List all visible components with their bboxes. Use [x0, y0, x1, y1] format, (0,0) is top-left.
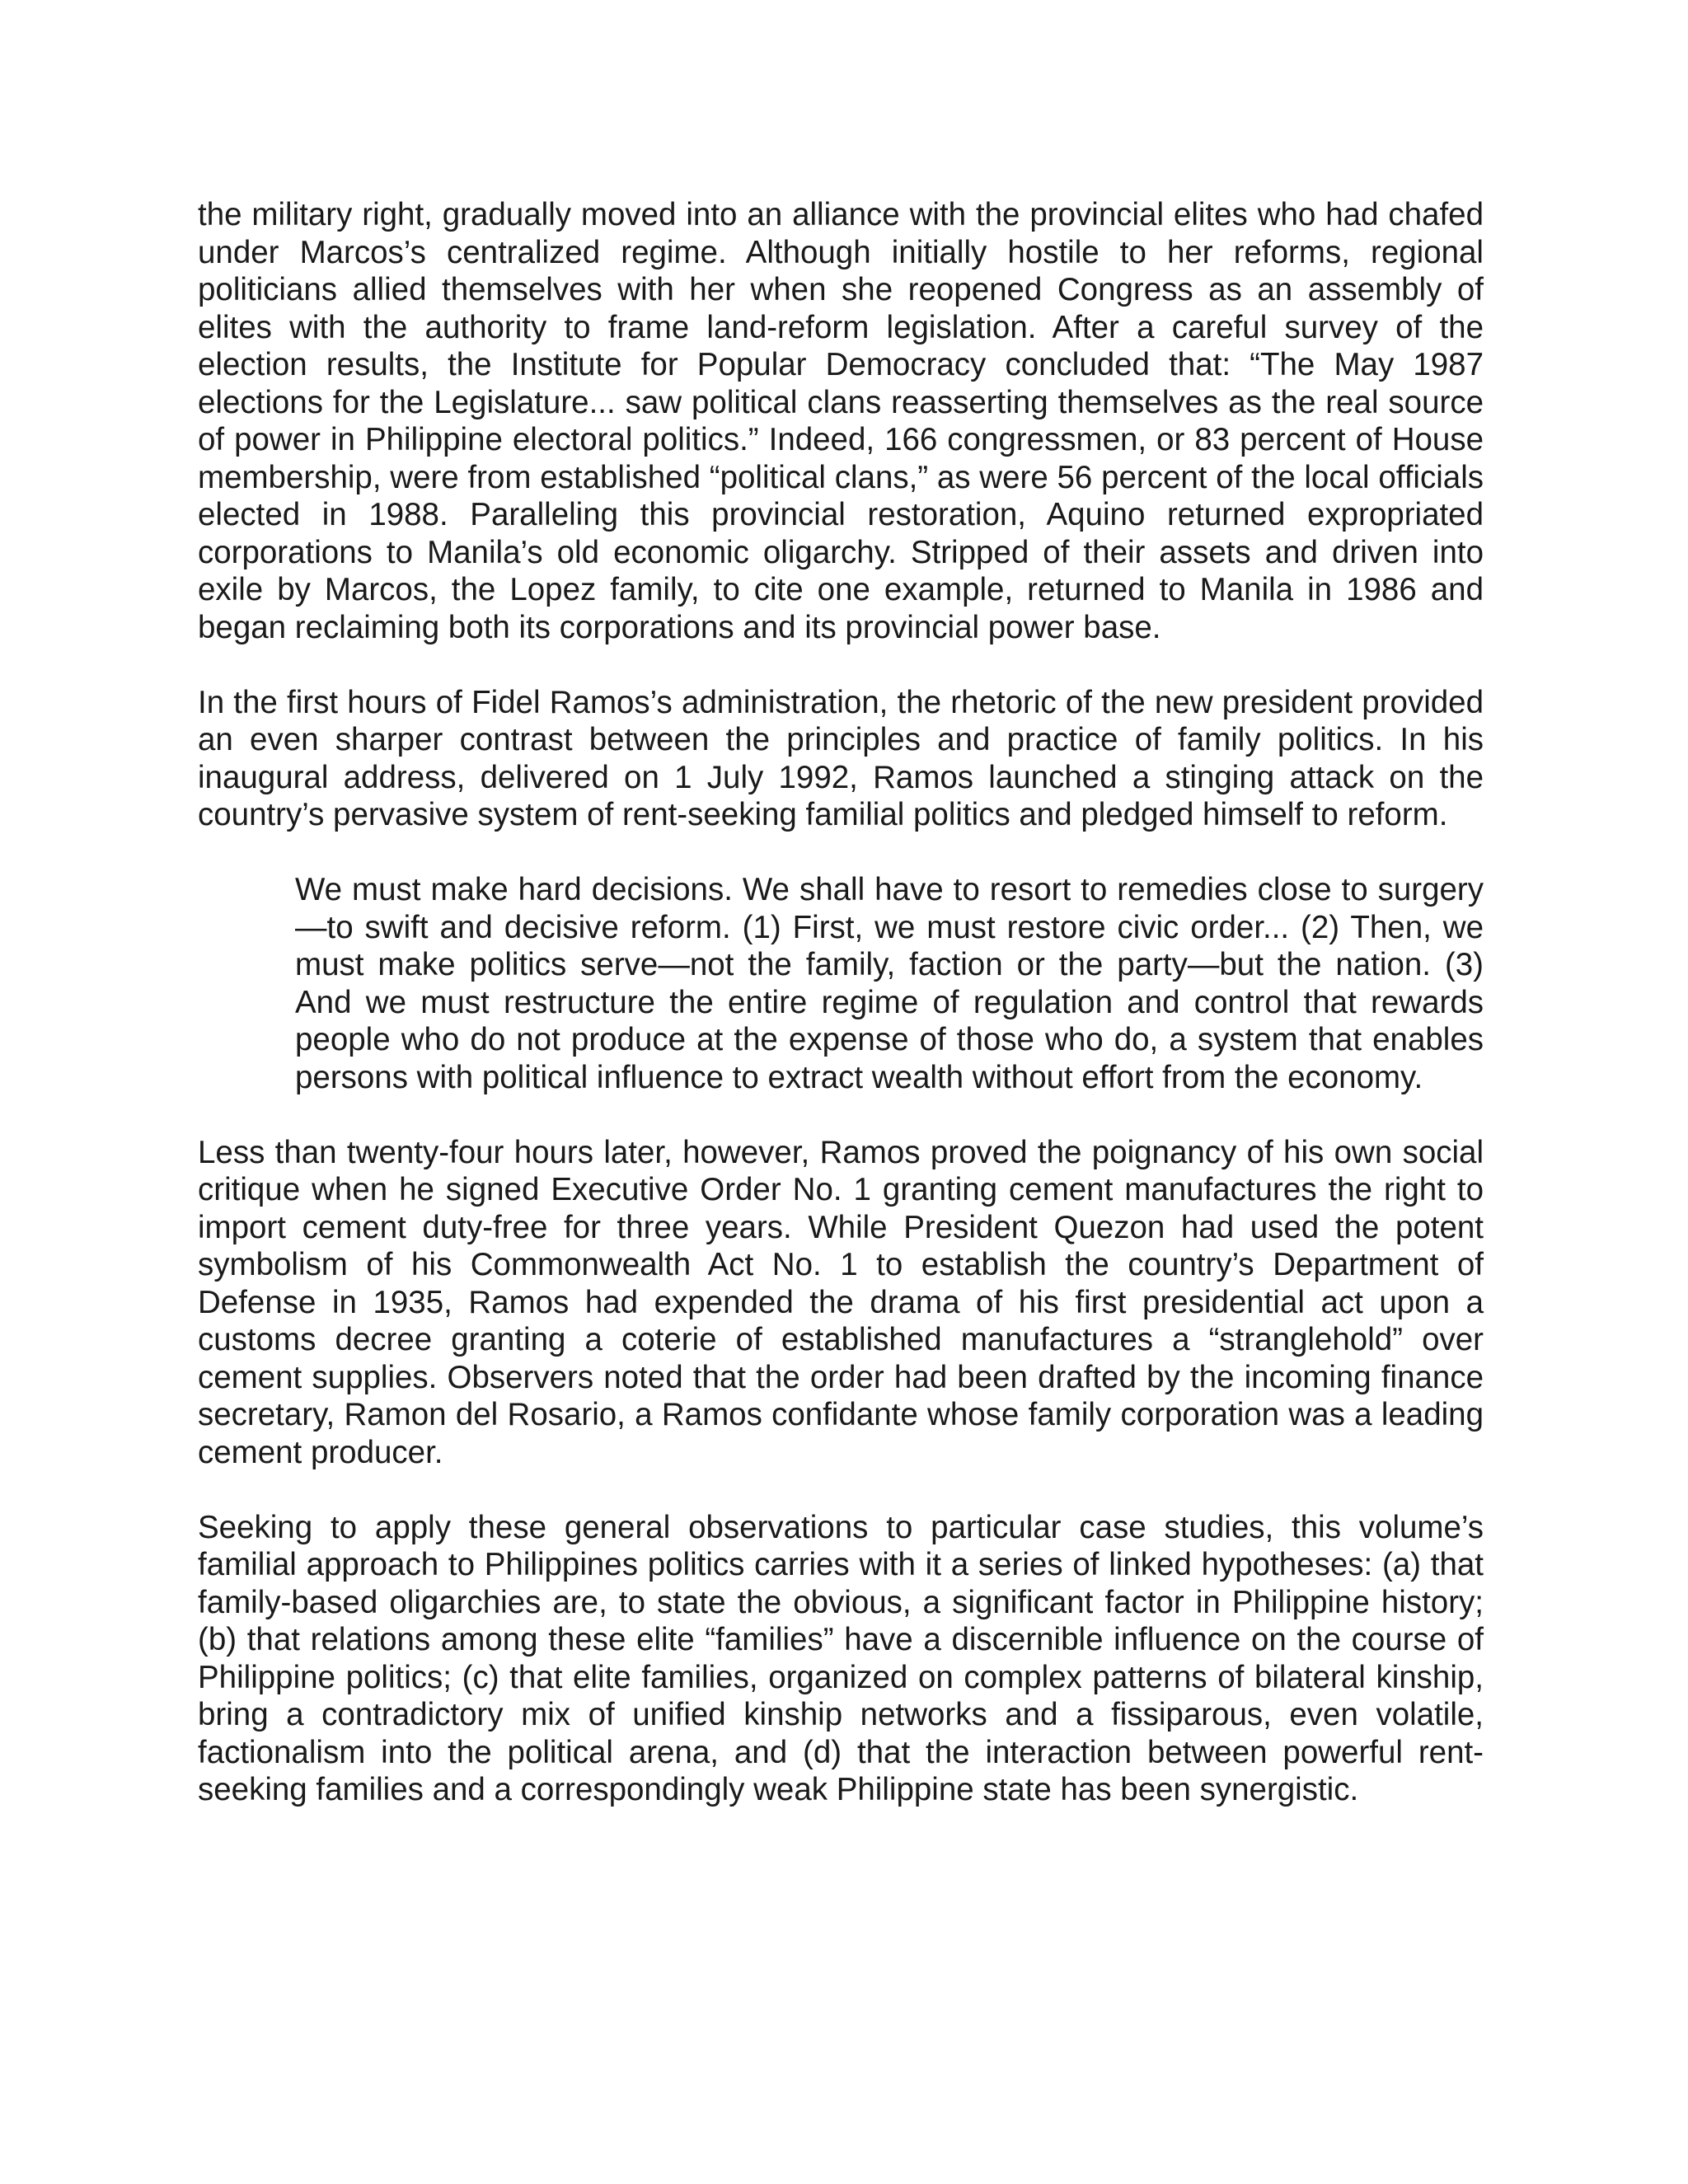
paragraph-hypotheses: Seeking to apply these general observations to particular case studies, this volume’s familial approach to Philippines politics carries with it a series of linked hypotheses: (a) that family-based oligarchies are, to state the obvious, a significant factor in Philippine history; (b) that relations among these elite “families” have a discernible influence on the course of Philippine politics; (c) that elite families, organized on complex patterns of bilateral kinship, bring a contradictory mix of unified kinship networks and a fissiparous, even volatile, factionalism into the political arena, and (d) that the interaction between powerful rent-seeking families and a correspondingly weak Philippine state has been synergistic.	[198, 1509, 1484, 1807]
paragraph-ramos-inauguration: In the first hours of Fidel Ramos’s administration, the rhetoric of the new president provided an even sharper contrast between the principles and practice of family politics. In his inaugural address, delivered on 1 July 1992, Ramos launched a stinging attack on the country’s pervasive system of rent-seeking familial politics and pledged himself to reform.	[198, 684, 1484, 832]
block-quote-inaugural-address: We must make hard decisions. We shall have to resort to remedies close to surgery—to swift and decisive reform. (1) First, we must restore civic order... (2) Then, we must make politics serve—not the family, faction or the party—but the nation. (3) And we must restructure the entire regime of regulation and control that rewards people who do not produce at the expense of those who do, a system that enables persons with political influence to extract wealth without effort from the economy.	[295, 872, 1484, 1095]
document-page	[198, 196, 1484, 1809]
paragraph-aquino-restoration: the military right, gradually moved into an alliance with the provincial elites who had chafed under Marcos’s centralized regime. Although initially hostile to her reforms, regional politicians allied themselves with her when she reopened Congress as an assembly of elites with the authority to frame land-reform legislation. After a careful survey of the election results, the Institute for Popular Democracy concluded that: “The May 1987 elections for the Legislature... saw political clans reasserting themselves as the real source of power in Philippine electoral politics.” Indeed, 166 congressmen, or 83 percent of House membership, were from established “political clans,” as were 56 percent of the local officials elected in 1988. Paralleling this provincial restoration, Aquino returned expropriated corporations to Manila’s old economic oligarchy. Stripped of their assets and driven into exile by Marcos, the Lopez family, to cite one example, returned to Manila in 1986 and began reclaiming both its corporations and its provincial power base.	[198, 197, 1484, 645]
paragraph-executive-order: Less than twenty-four hours later, however, Ramos proved the poignancy of his own social critique when he signed Executive Order No. 1 granting cement manufactures the right to import cement duty-free for three years. While President Quezon had used the potent symbolism of his Commonwealth Act No. 1 to establish the country’s Department of Defense in 1935, Ramos had expended the drama of his first presidential act upon a customs decree granting a coterie of established manufactures a “stranglehold” over cement supplies. Observers noted that the order had been drafted by the incoming finance secretary, Ramon del Rosario, a Ramos confidante whose family corporation was a leading cement producer.	[198, 1134, 1484, 1470]
